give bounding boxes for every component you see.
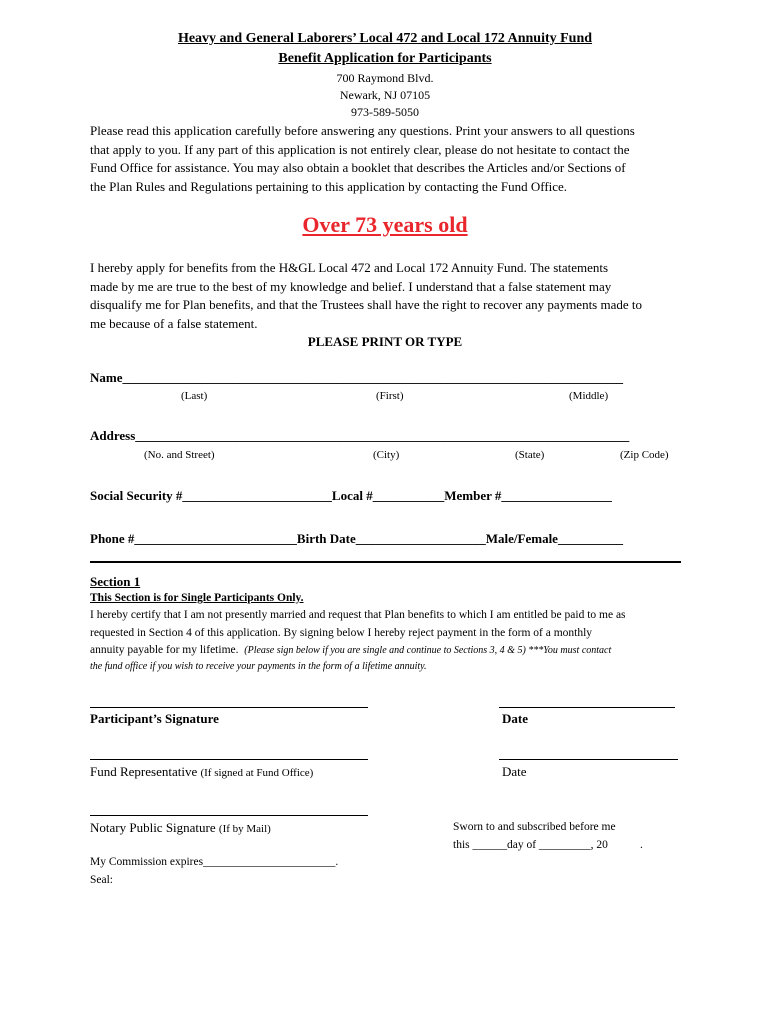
statement-paragraph [90, 259, 690, 334]
ssn-local-member-row[interactable]: Social Security #_______________________Local #___________Member #_________________ [90, 488, 612, 503]
statement-line: I hereby apply for benefits from the H&GL Local 472 and Local 172 Annuity Fund. The statements [90, 260, 609, 275]
commission-expires[interactable]: My Commission expires_______________________. [90, 856, 339, 868]
intro-line: that apply to you. If any part of this application is not entirely clear, please do not hesitate to contact the [90, 141, 630, 157]
address-state-caption: (State) [515, 449, 545, 461]
address-zip-caption: (Zip Code) [620, 449, 669, 461]
name-line[interactable]: _____________________________________________________________________________ [122, 370, 623, 385]
fund-phone: 973-589-5050 [351, 105, 419, 119]
sworn-line2[interactable]: this ______day of _________, 20 [453, 839, 608, 851]
section1-subtitle: This Section is for Single Participants Only. [90, 592, 304, 604]
notary-signature-line[interactable] [90, 815, 368, 816]
sworn-line1: Sworn to and subscribed before me [453, 821, 616, 833]
fund-rep-date-line[interactable] [499, 759, 678, 760]
section1-line [90, 644, 611, 656]
fund-address-line1: 700 Raymond Blvd. [336, 71, 434, 85]
section1-title: Section 1 [90, 574, 141, 589]
notary-note: (If by Mail) [218, 823, 271, 835]
fund-address-line2: Newark, NJ 07105 [339, 88, 431, 102]
sworn-end: . [640, 839, 643, 851]
address-label: Address [90, 428, 136, 443]
form-title: Heavy and General Laborers’ Local 472 and Local 172 Annuity Fund [177, 31, 593, 46]
section1-line: I hereby certify that I am not presently married and request that Plan benefits to which I am entitled be paid to me as [90, 609, 626, 621]
section1-line: requested in Section 4 of this application. By signing below I hereby reject payment in the form of a monthly [90, 627, 593, 639]
address-city-caption: (City) [373, 449, 400, 461]
statement-line: me because of a false statement. [90, 316, 258, 332]
intro-line: Please read this application carefully before answering any questions. Print your answers to all questions [90, 123, 635, 138]
age-heading: Over 73 years old [302, 212, 468, 237]
phone-birth-sex-row[interactable]: Phone #_________________________Birth Date____________________Male/Female__________ [90, 531, 623, 546]
notary-label [90, 820, 271, 836]
print-notice: PLEASE PRINT OR TYPE [307, 334, 463, 349]
statement-line: disqualify me for Plan benefits, and that the Trustees shall have the right to recover any payments made to [90, 297, 643, 313]
participant-signature-label: Participant’s Signature [90, 711, 219, 726]
participant-signature-line[interactable] [90, 707, 368, 708]
intro-paragraph [90, 122, 690, 197]
name-label: Name [90, 370, 123, 385]
form-subtitle: Benefit Application for Participants [278, 51, 492, 66]
intro-line: Fund Office for assistance. You may also obtain a booklet that describes the Articles and/or Sections of [90, 160, 626, 176]
participant-date-line[interactable] [499, 707, 675, 708]
fund-rep-label [90, 764, 313, 780]
address-street-caption: (No. and Street) [144, 449, 215, 461]
name-field[interactable] [90, 370, 623, 386]
statement-line: made by me are true to the best of my knowledge and belief. I understand that a false statement may [90, 278, 612, 294]
notary-text: Notary Public Signature [90, 820, 216, 835]
section-divider [90, 561, 681, 563]
address-field[interactable] [90, 428, 629, 444]
name-last-caption: (Last) [181, 390, 208, 402]
fund-rep-date-label: Date [502, 764, 527, 779]
fund-rep-signature-line[interactable] [90, 759, 368, 760]
section1-note: the fund office if you wish to receive your payments in the form of a lifetime annuity. [90, 661, 427, 672]
section1-text: annuity payable for my lifetime. [90, 644, 239, 656]
intro-line: the Plan Rules and Regulations pertaining to this application by contacting the Fund Office. [90, 179, 568, 195]
name-first-caption: (First) [376, 390, 404, 402]
seal-label: Seal: [90, 874, 113, 886]
address-line[interactable]: ____________________________________________________________________________ [135, 428, 630, 443]
section1-note: (Please sign below if you are single and continue to Sections 3, 4 & 5) ***You must contact [244, 645, 612, 656]
participant-date-label: Date [502, 711, 528, 726]
fund-rep-text: Fund Representative [90, 764, 198, 779]
fund-rep-note: (If signed at Fund Office) [200, 767, 314, 779]
name-middle-caption: (Middle) [569, 390, 609, 402]
